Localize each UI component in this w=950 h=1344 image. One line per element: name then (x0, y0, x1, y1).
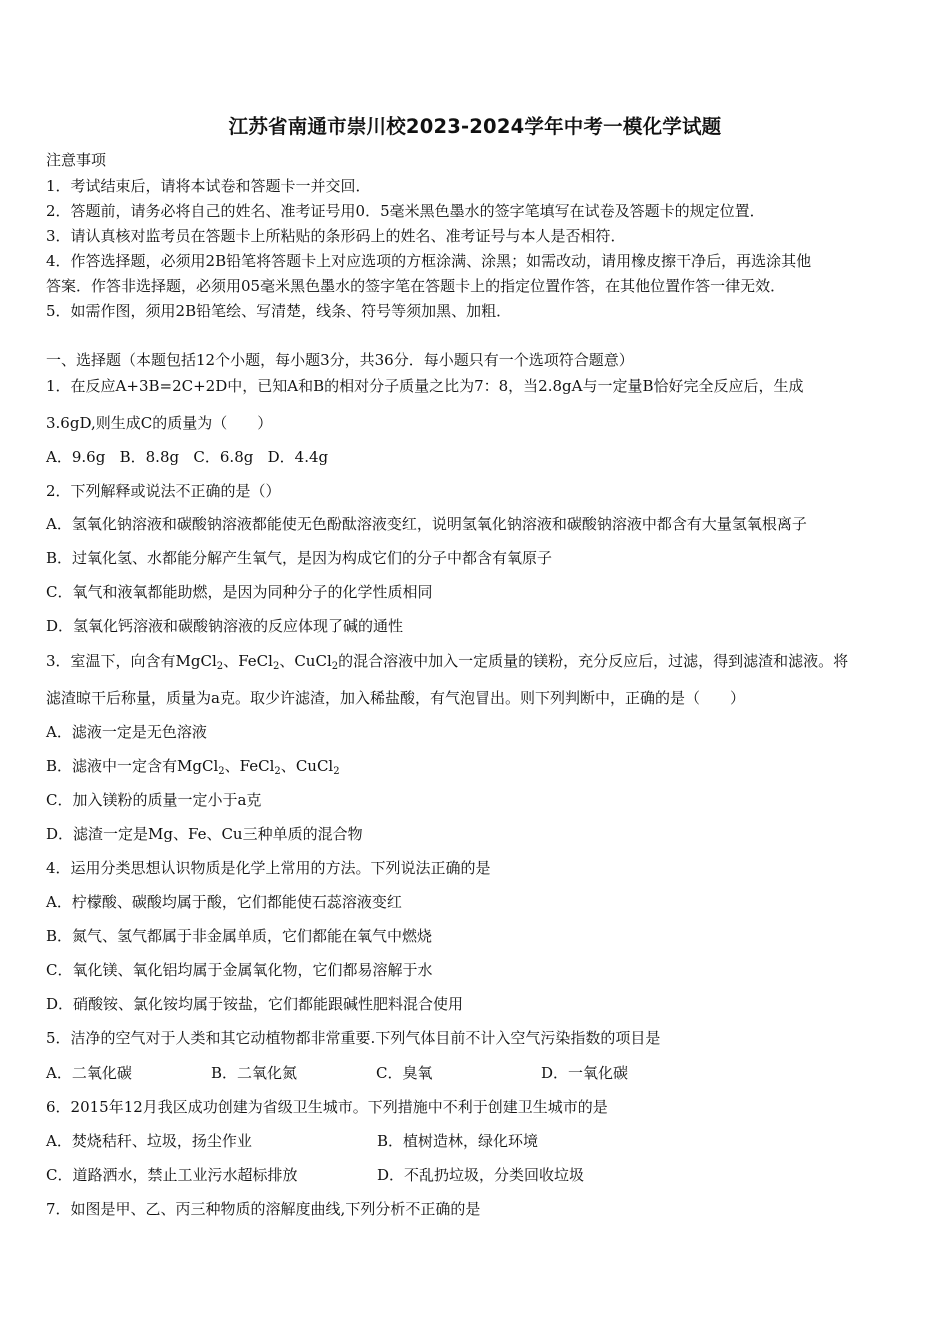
notice-heading: 注意事项 (46, 151, 107, 169)
notice-item: 1．考试结束后，请将本试卷和答题卡一并交回． (46, 177, 371, 195)
option-c[interactable]: C．6.8g (193, 448, 254, 466)
section-heading: 一、选择题（本题包括12个小题，每小题3分，共36分．每小题只有一个选项符合题意） (46, 351, 634, 369)
question-6-options-row1 (46, 1131, 906, 1151)
option-c[interactable]: C．道路洒水，禁止工业污水超标排放 (46, 1166, 298, 1184)
option-c[interactable]: C．氧化镁、氧化铝均属于金属氧化物，它们都易溶解于水 (46, 961, 433, 979)
option-a[interactable]: A．9.6g (46, 448, 106, 466)
page-title: 江苏省南通市崇川校2023-2024学年中考一模化学试题 (228, 115, 722, 138)
question-5-stem: 5．洁净的空气对于人类和其它动植物都非常重要.下列气体目前不计入空气污染指数的项目是 (46, 1029, 661, 1047)
option-b[interactable]: B．滤液中一定含有MgCl$_2$、FeCl$_2$、CuCl$_2$ (46, 757, 340, 777)
option-d[interactable]: D．硝酸铵、氯化铵均属于铵盐，它们都能跟碱性肥料混合使用 (46, 995, 464, 1013)
question-6-stem: 6．2015年12月我区成功创建为省级卫生城市。下列措施中不利于创建卫生城市的是 (46, 1098, 608, 1116)
option-a[interactable]: A．柠檬酸、碳酸均属于酸，它们都能使石蕊溶液变红 (46, 893, 402, 911)
question-5-options (46, 1063, 906, 1083)
option-b[interactable]: B．氮气、氢气都属于非金属单质，它们都能在氧气中燃烧 (46, 927, 433, 945)
notice-item: 答案．作答非选择题，必须用05毫米黑色墨水的签字笔在答题卡上的指定位置作答，在其他位置作答一律无效． (46, 277, 786, 295)
question-3-stem-cont: 滤渣晾干后称量，质量为a克。取少许滤渣，加入稀盐酸，有气泡冒出。则下列判断中，正确的是（ ） (46, 689, 745, 707)
option-b[interactable]: B．8.8g (119, 448, 180, 466)
notice-item: 5．如需作图，须用2B铅笔绘、写清楚，线条、符号等须加黑、加粗． (46, 302, 512, 320)
option-d[interactable]: D．滤渣一定是Mg、Fe、Cu三种单质的混合物 (46, 825, 363, 843)
option-a[interactable]: A．滤液一定是无色溶液 (46, 723, 207, 741)
option-a[interactable]: A．焚烧秸秆、垃圾，扬尘作业 (46, 1132, 252, 1150)
notice-item: 2．答题前，请务必将自己的姓名、准考证号用0．5毫米黑色墨水的签字笔填写在试卷及答题卡的规定位置． (46, 202, 765, 220)
option-c[interactable]: C．臭氧 (376, 1064, 433, 1082)
question-1-stem-cont: 3.6gD,则生成C的质量为（ ） (46, 414, 273, 432)
option-b[interactable]: B．二氧化氮 (211, 1064, 298, 1082)
option-c[interactable]: C．氧气和液氧都能助燃，是因为同种分子的化学性质相同 (46, 583, 433, 601)
option-d[interactable]: D．氢氧化钙溶液和碳酸钠溶液的反应体现了碱的通性 (46, 617, 404, 635)
option-d[interactable]: D．不乱扔垃圾，分类回收垃圾 (377, 1166, 585, 1184)
question-3-stem: 3．室温下，向含有MgCl$_2$、FeCl$_2$、CuCl$_2$的混合溶液中加入一定质量的镁粉，充分反应后，过滤，得到滤渣和滤液。将 (46, 652, 849, 672)
question-1-options (46, 447, 328, 467)
option-b[interactable]: B．过氧化氢、水都能分解产生氧气，是因为构成它们的分子中都含有氧原子 (46, 549, 553, 567)
question-4-stem: 4．运用分类思想认识物质是化学上常用的方法。下列说法正确的是 (46, 859, 491, 877)
notice-item: 4．作答选择题，必须用2B铅笔将答题卡上对应选项的方框涂满、涂黑；如需改动，请用橡皮擦干净后，再选涂其他 (46, 252, 812, 270)
notice-item: 3．请认真核对监考员在答题卡上所粘贴的条形码上的姓名、准考证号与本人是否相符． (46, 227, 626, 245)
option-d[interactable]: D．一氧化碳 (541, 1064, 629, 1082)
question-6-options-row2 (46, 1165, 906, 1185)
option-a[interactable]: A．氢氧化钠溶液和碳酸钠溶液都能使无色酚酞溶液变红，说明氢氧化钠溶液和碳酸钠溶液中都含有大量氢氧根离子 (46, 515, 807, 533)
question-2-stem: 2．下列解释或说法不正确的是（） (46, 482, 281, 500)
question-7-stem: 7．如图是甲、乙、丙三种物质的溶解度曲线,下列分析不正确的是 (46, 1200, 481, 1218)
option-a[interactable]: A．二氧化碳 (46, 1064, 132, 1082)
question-1-stem: 1．在反应A+3B=2C+2D中，已知A和B的相对分子质量之比为7：8，当2.8gA与一定量B恰好完全反应后，生成 (46, 377, 804, 395)
option-b[interactable]: B．植树造林，绿化环境 (377, 1132, 539, 1150)
option-d[interactable]: D．4.4g (267, 448, 329, 466)
option-c[interactable]: C．加入镁粉的质量一定小于a克 (46, 791, 262, 809)
